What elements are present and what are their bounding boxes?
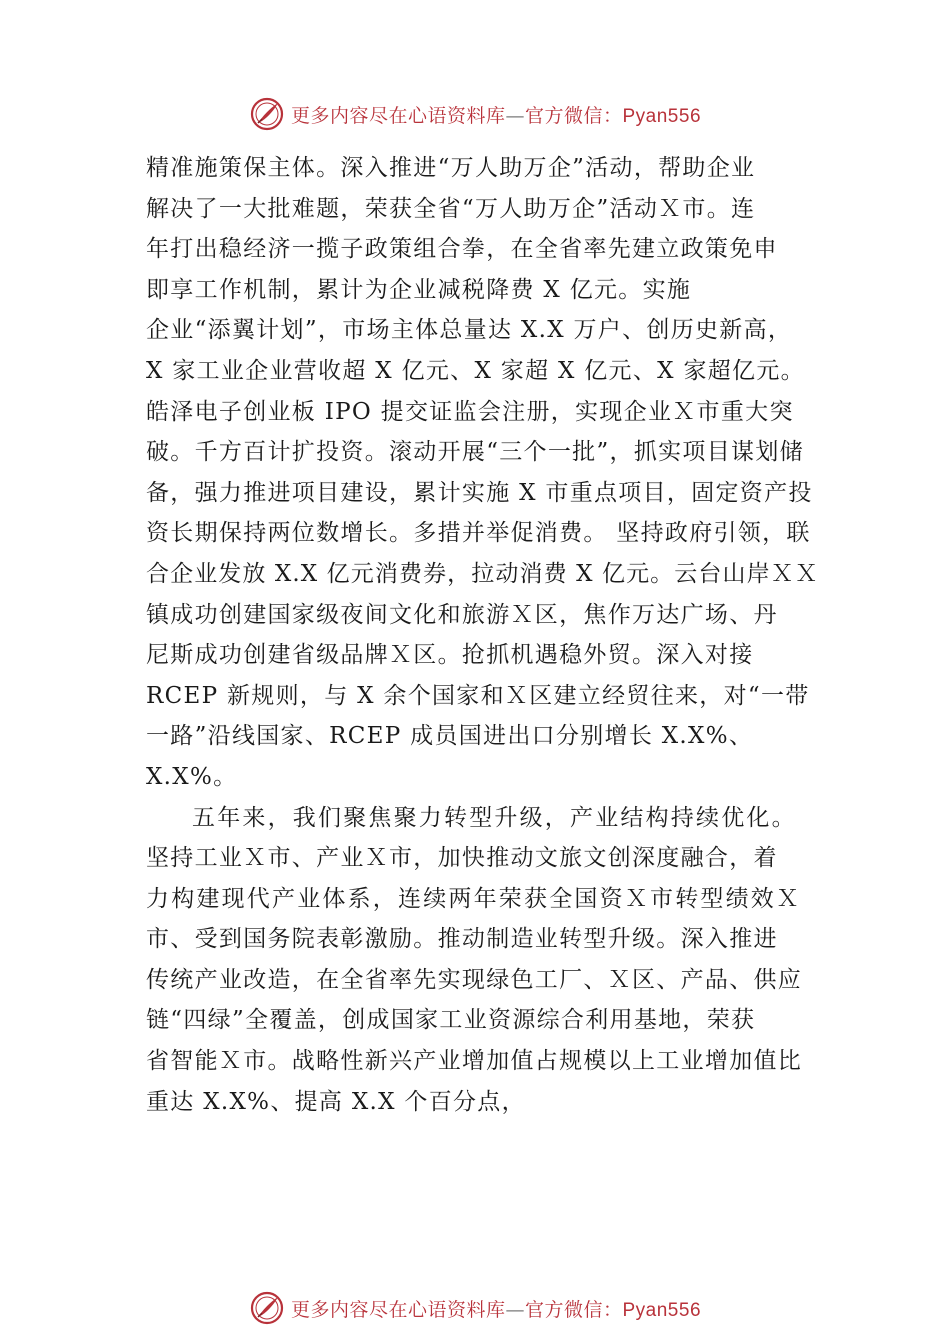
body-line: 力构建现代产业体系，连续两年荣获全国资Ｘ市转型绩效Ｘ [146,885,802,912]
body-line: 企业“添翼计划”，市场主体总量达 X.X 万户、创历史新高， [146,317,793,344]
banner-separator: — [505,104,525,127]
quill-pen-logo-icon [249,96,285,132]
banner-separator: — [505,1298,525,1321]
footer-banner [0,1288,950,1328]
body-line: 链“四绿”全覆盖，创成国家工业资源综合利用基地，荣获 [146,1007,756,1034]
banner-wechat-label: 官方微信： [524,104,623,127]
quill-pen-logo-icon [249,1290,285,1326]
banner-text [291,101,701,128]
body-line: 市、受到国务院表彰激励。推动制造业转型升级。深入推进 [146,926,778,953]
body-line: 重达 X.X%、提高 X.X 个百分点， [146,1088,526,1115]
body-line: 破。千方百计扩投资。滚动开展“三个一批”，抓实项目谋划储 [146,439,804,466]
body-line: 省智能Ｘ市。战略性新兴产业增加值占规模以上工业增加值比 [146,1048,803,1075]
body-line: X 家工业企业营收超 X 亿元、X 家超 X 亿元、X 家超亿元。 [146,357,805,384]
document-body [146,148,822,1122]
banner-text [291,1295,701,1322]
body-line: 坚持工业Ｘ市、产业Ｘ市，加快推动文旅文创深度融合，着 [146,845,778,872]
banner-main-text: 更多内容尽在心语资料库 [290,1298,506,1321]
body-line: 尼斯成功创建省级品牌Ｘ区。抢抓机遇稳外贸。深入对接 [146,642,754,669]
body-line: 镇成功创建国家级夜间文化和旅游Ｘ区，焦作万达广场、丹 [146,601,778,628]
body-line: 传统产业改造，在全省率先实现绿色工厂、Ｘ区、产品、供应 [146,966,803,993]
body-line: 解决了一大批难题，荣获全省“万人助万企”活动Ｘ市。连 [146,195,756,222]
body-line: 资长期保持两位数增长。多措并举促消费。 坚持政府引领，联 [146,520,811,547]
header-banner [0,94,950,134]
body-line: 年打出稳经济一揽子政策组合拳，在全省率先建立政策免申 [146,236,778,263]
banner-main-text: 更多内容尽在心语资料库 [290,104,506,127]
banner-wechat-id: Pyan556 [622,105,702,127]
body-line: X.X%。 [146,763,238,790]
body-line: 一路”沿线国家、RCEP 成员国进出口分别增长 X.X%、 [146,723,754,750]
body-line: 皓泽电子创业板 IPO 提交证监会注册，实现企业Ｘ市重大突 [146,398,794,425]
body-line: RCEP 新规则，与 X 余个国家和Ｘ区建立经贸往来，对“一带 [146,682,810,709]
banner-wechat-label: 官方微信： [524,1298,623,1321]
body-line: 备，强力推进项目建设，累计实施 X 市重点项目，固定资产投 [146,479,813,506]
banner-wechat-id: Pyan556 [622,1299,702,1321]
body-line: 合企业发放 X.X 亿元消费券，拉动消费 X 亿元。云台山岸ＸＸ [146,560,819,587]
body-line: 即享工作机制，累计为企业减税降费 X 亿元。实施 [146,276,692,303]
paragraph-start-line: 五年来，我们聚焦聚力转型升级，产业结构持续优化。 [192,804,797,831]
body-line: 精准施策保主体。深入推进“万人助万企”活动，帮助企业 [146,155,756,181]
